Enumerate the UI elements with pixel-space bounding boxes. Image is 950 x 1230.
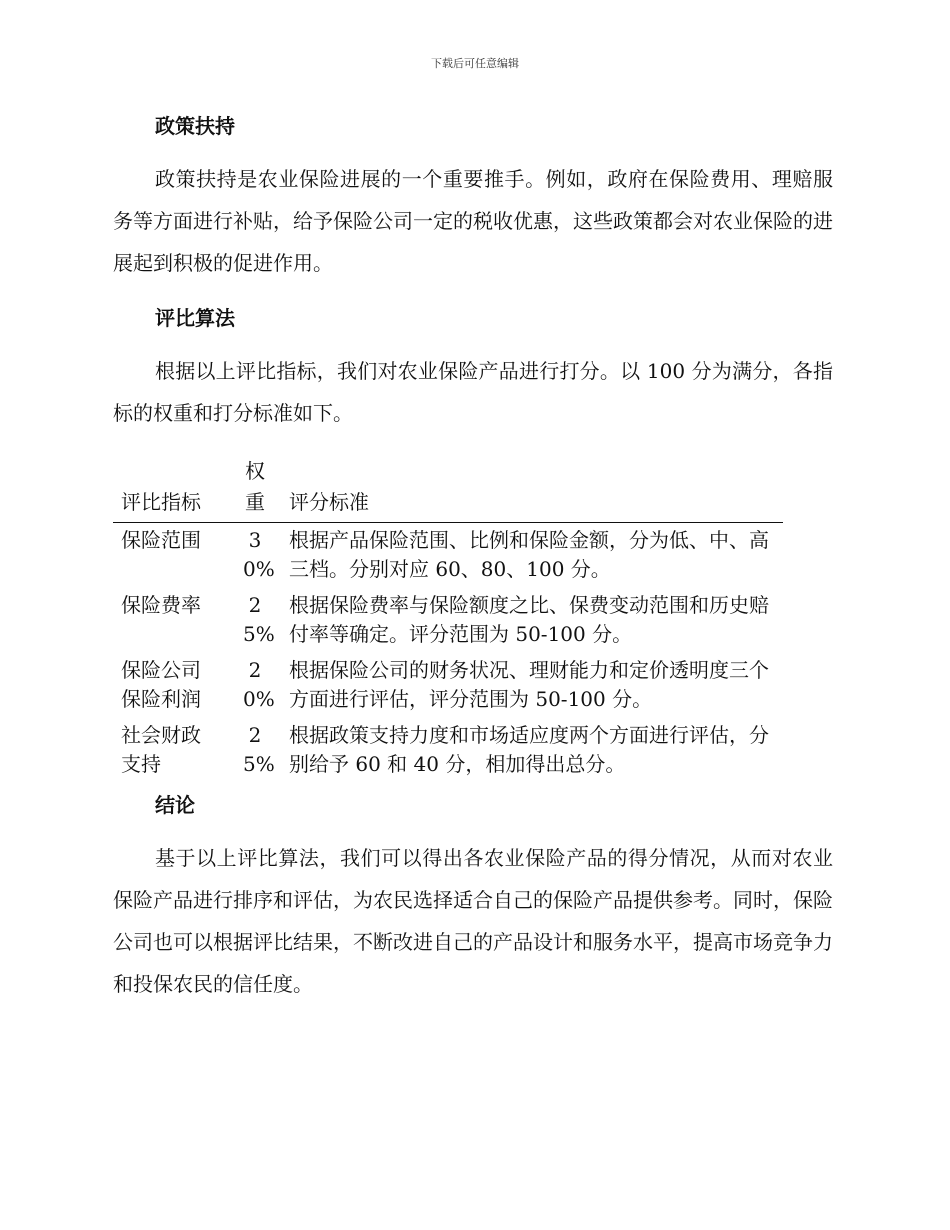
header-standard: 评分标准 (289, 456, 783, 523)
header-name: 评比指标 (113, 456, 243, 523)
row-standard: 根据保险费率与保险额度之比、保费变动范围和历史赔付率等确定。评分范围为 50-100 分。 (289, 593, 769, 646)
row-weight: 25% (243, 593, 275, 646)
row-weight: 25% (243, 723, 275, 776)
criteria-table (113, 456, 783, 783)
row-standard: 根据保险公司的财务状况、理财能力和定价透明度三个方面进行评估，评分范围为 50-100 分。 (289, 658, 769, 711)
row-standard: 根据产品保险范围、比例和保险金额，分为低、中、高三档。分别对应 60、80、100 分。 (289, 528, 769, 581)
header-weight: 权重 (243, 456, 289, 523)
row-name: 社会财政支持 (121, 723, 201, 776)
header-note: 下载后可任意编辑 (431, 57, 519, 70)
policy-paragraph: 政策扶持是农业保险进展的一个重要推手。例如，政府在保险费用、理赔服务等方面进行补贴，给予保险公司一定的税收优惠，这些政策都会对农业保险的进展起到积极的促进作用。 (113, 167, 833, 275)
row-standard: 根据政策支持力度和市场适应度两个方面进行评估，分别给予 60 和 40 分，相加得出总分。 (289, 723, 769, 776)
document-body (113, 108, 833, 1021)
conclusion-heading: 结论 (155, 793, 195, 817)
row-weight: 20% (243, 658, 275, 711)
row-weight: 30% (243, 528, 275, 581)
table-row (113, 653, 783, 718)
conclusion-paragraph: 基于以上评比算法，我们可以得出各农业保险产品的得分情况，从而对农业保险产品进行排序和评估，为农民选择适合自己的保险产品提供参考。同时，保险公司也可以根据评比结果，不断改进自己的产品设计和服务水平，提高市场竞争力和投保农民的信任度。 (113, 846, 833, 996)
table-row (113, 588, 783, 653)
row-name: 保险费率 (121, 593, 201, 617)
table-row (113, 523, 783, 589)
algorithm-heading: 评比算法 (155, 306, 235, 330)
table-row (113, 718, 783, 783)
row-name: 保险公司保险利润 (121, 658, 201, 711)
policy-heading: 政策扶持 (155, 114, 235, 138)
algorithm-paragraph: 根据以上评比指标，我们对农业保险产品进行打分。以 100 分为满分，各指标的权重和打分标准如下。 (113, 359, 833, 425)
row-name: 保险范围 (121, 528, 201, 552)
table-header-row (113, 456, 783, 523)
